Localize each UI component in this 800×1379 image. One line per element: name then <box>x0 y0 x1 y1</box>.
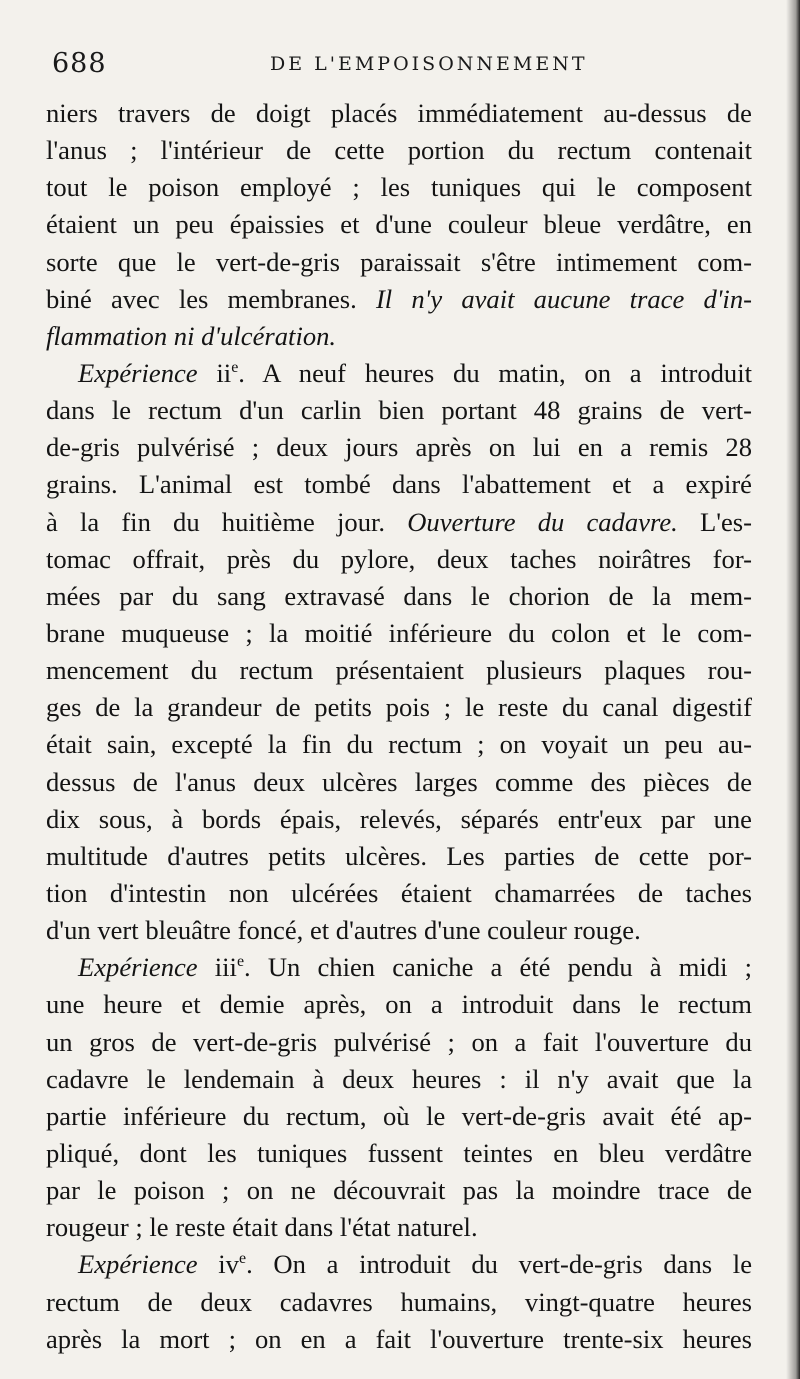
text-line: rectum de deux cadavres humains, vingt-quatre heures <box>46 1286 752 1317</box>
text-line <box>46 1246 752 1283</box>
text-line: tout le poison employé ; les tuniques qui le composent <box>46 172 752 203</box>
text-line: multitude d'autres petits ulcères. Les parties de cette por- <box>46 840 752 871</box>
text-line: un gros de vert-de-gris pulvérisé ; on a fait l'ouverture du <box>46 1026 752 1057</box>
text-line: tomac offrait, près du pylore, deux taches noirâtres for- <box>46 543 752 574</box>
text-line <box>46 318 752 355</box>
ordinal-suffix: e <box>231 359 239 377</box>
text-line: de-gris pulvérisé ; deux jours après on lui en a remis 28 <box>46 432 752 463</box>
text-line: dessus de l'anus deux ulcères larges comme des pièces de <box>46 766 752 797</box>
text-segment: biné avec les membranes. <box>46 283 357 314</box>
experiment-label: Expérience <box>78 952 198 983</box>
text-line <box>46 949 752 986</box>
text-line: cadavre le lendemain à deux heures : il n'y avait que la <box>46 1063 752 1094</box>
experiment-ordinal: iv <box>218 1249 239 1280</box>
text-segment: . On a introduit du vert-de-gris dans le <box>246 1249 752 1280</box>
text-line <box>46 281 752 318</box>
italic-phrase: flammation ni d'ulcération. <box>46 320 337 351</box>
text-line: ges de la grandeur de petits pois ; le reste du canal digestif <box>46 692 752 723</box>
body-text <box>46 95 752 1358</box>
italic-phrase: Il n'y avait aucune trace d'in- <box>375 283 752 314</box>
text-line: une heure et demie après, on a introduit dans le rectum <box>46 989 752 1020</box>
experiment-ordinal: iii <box>214 952 237 983</box>
text-line: partie inférieure du rectum, où le vert-de-gris avait été ap- <box>46 1100 752 1131</box>
text-line: étaient un peu épaissies et d'une couleur bleue verdâtre, en <box>46 209 752 240</box>
page-edge-shadow <box>786 0 800 1379</box>
text-line: était sain, excepté la fin du rectum ; on voyait un peu au- <box>46 729 752 760</box>
text-line: sorte que le vert-de-gris paraissait s'être intimement com- <box>46 246 752 277</box>
text-line: brane muqueuse ; la moitié inférieure du colon et le com- <box>46 617 752 648</box>
experiment-ordinal: ii <box>216 357 232 388</box>
text-line: grains. L'animal est tombé dans l'abattement et a expiré <box>46 469 752 500</box>
text-line: dix sous, à bords épais, relevés, séparés entr'eux par une <box>46 803 752 834</box>
text-line: pliqué, dont les tuniques fussent teintes en bleu verdâtre <box>46 1137 752 1168</box>
ordinal-suffix: e <box>238 1250 247 1268</box>
page-header <box>52 48 752 88</box>
text-line: rougeur ; le reste était dans l'état naturel. <box>46 1212 478 1243</box>
text-line: mencement du rectum présentaient plusieurs plaques rou- <box>46 655 752 686</box>
text-line: mées par du sang extravasé dans le chorion de la mem- <box>46 580 752 611</box>
text-line: niers travers de doigt placés immédiatement au-dessus de <box>46 98 752 128</box>
text-line: l'anus ; l'intérieur de cette portion du rectum contenait <box>46 135 752 166</box>
text-segment: . Un chien caniche a été pendu à midi ; <box>244 952 753 983</box>
text-line <box>46 355 752 392</box>
ordinal-suffix: e <box>236 953 245 971</box>
page-number: 688 <box>52 48 107 79</box>
text-segment: . A neuf heures du matin, on a introduit <box>238 357 752 388</box>
text-line: par le poison ; on ne découvrait pas la moindre trace de <box>46 1175 752 1206</box>
text-segment: à la fin du huitième jour. <box>46 506 386 537</box>
text-line: après la mort ; on en a fait l'ouverture trente-six heures <box>46 1323 752 1354</box>
text-line: d'un vert bleuâtre foncé, et d'autres d'une couleur rouge. <box>46 915 641 946</box>
experiment-label: Expérience <box>78 1249 198 1280</box>
running-title: DE L'EMPOISONNEMENT <box>270 53 588 75</box>
text-line: tion d'intestin non ulcérées étaient chamarrées de taches <box>46 877 752 908</box>
text-segment: L'es- <box>699 506 752 537</box>
italic-phrase: Ouverture du cadavre. <box>407 506 678 537</box>
experiment-label: Expérience <box>78 357 198 388</box>
text-line <box>46 504 752 541</box>
text-line: dans le rectum d'un carlin bien portant 48 grains de vert- <box>46 395 752 426</box>
